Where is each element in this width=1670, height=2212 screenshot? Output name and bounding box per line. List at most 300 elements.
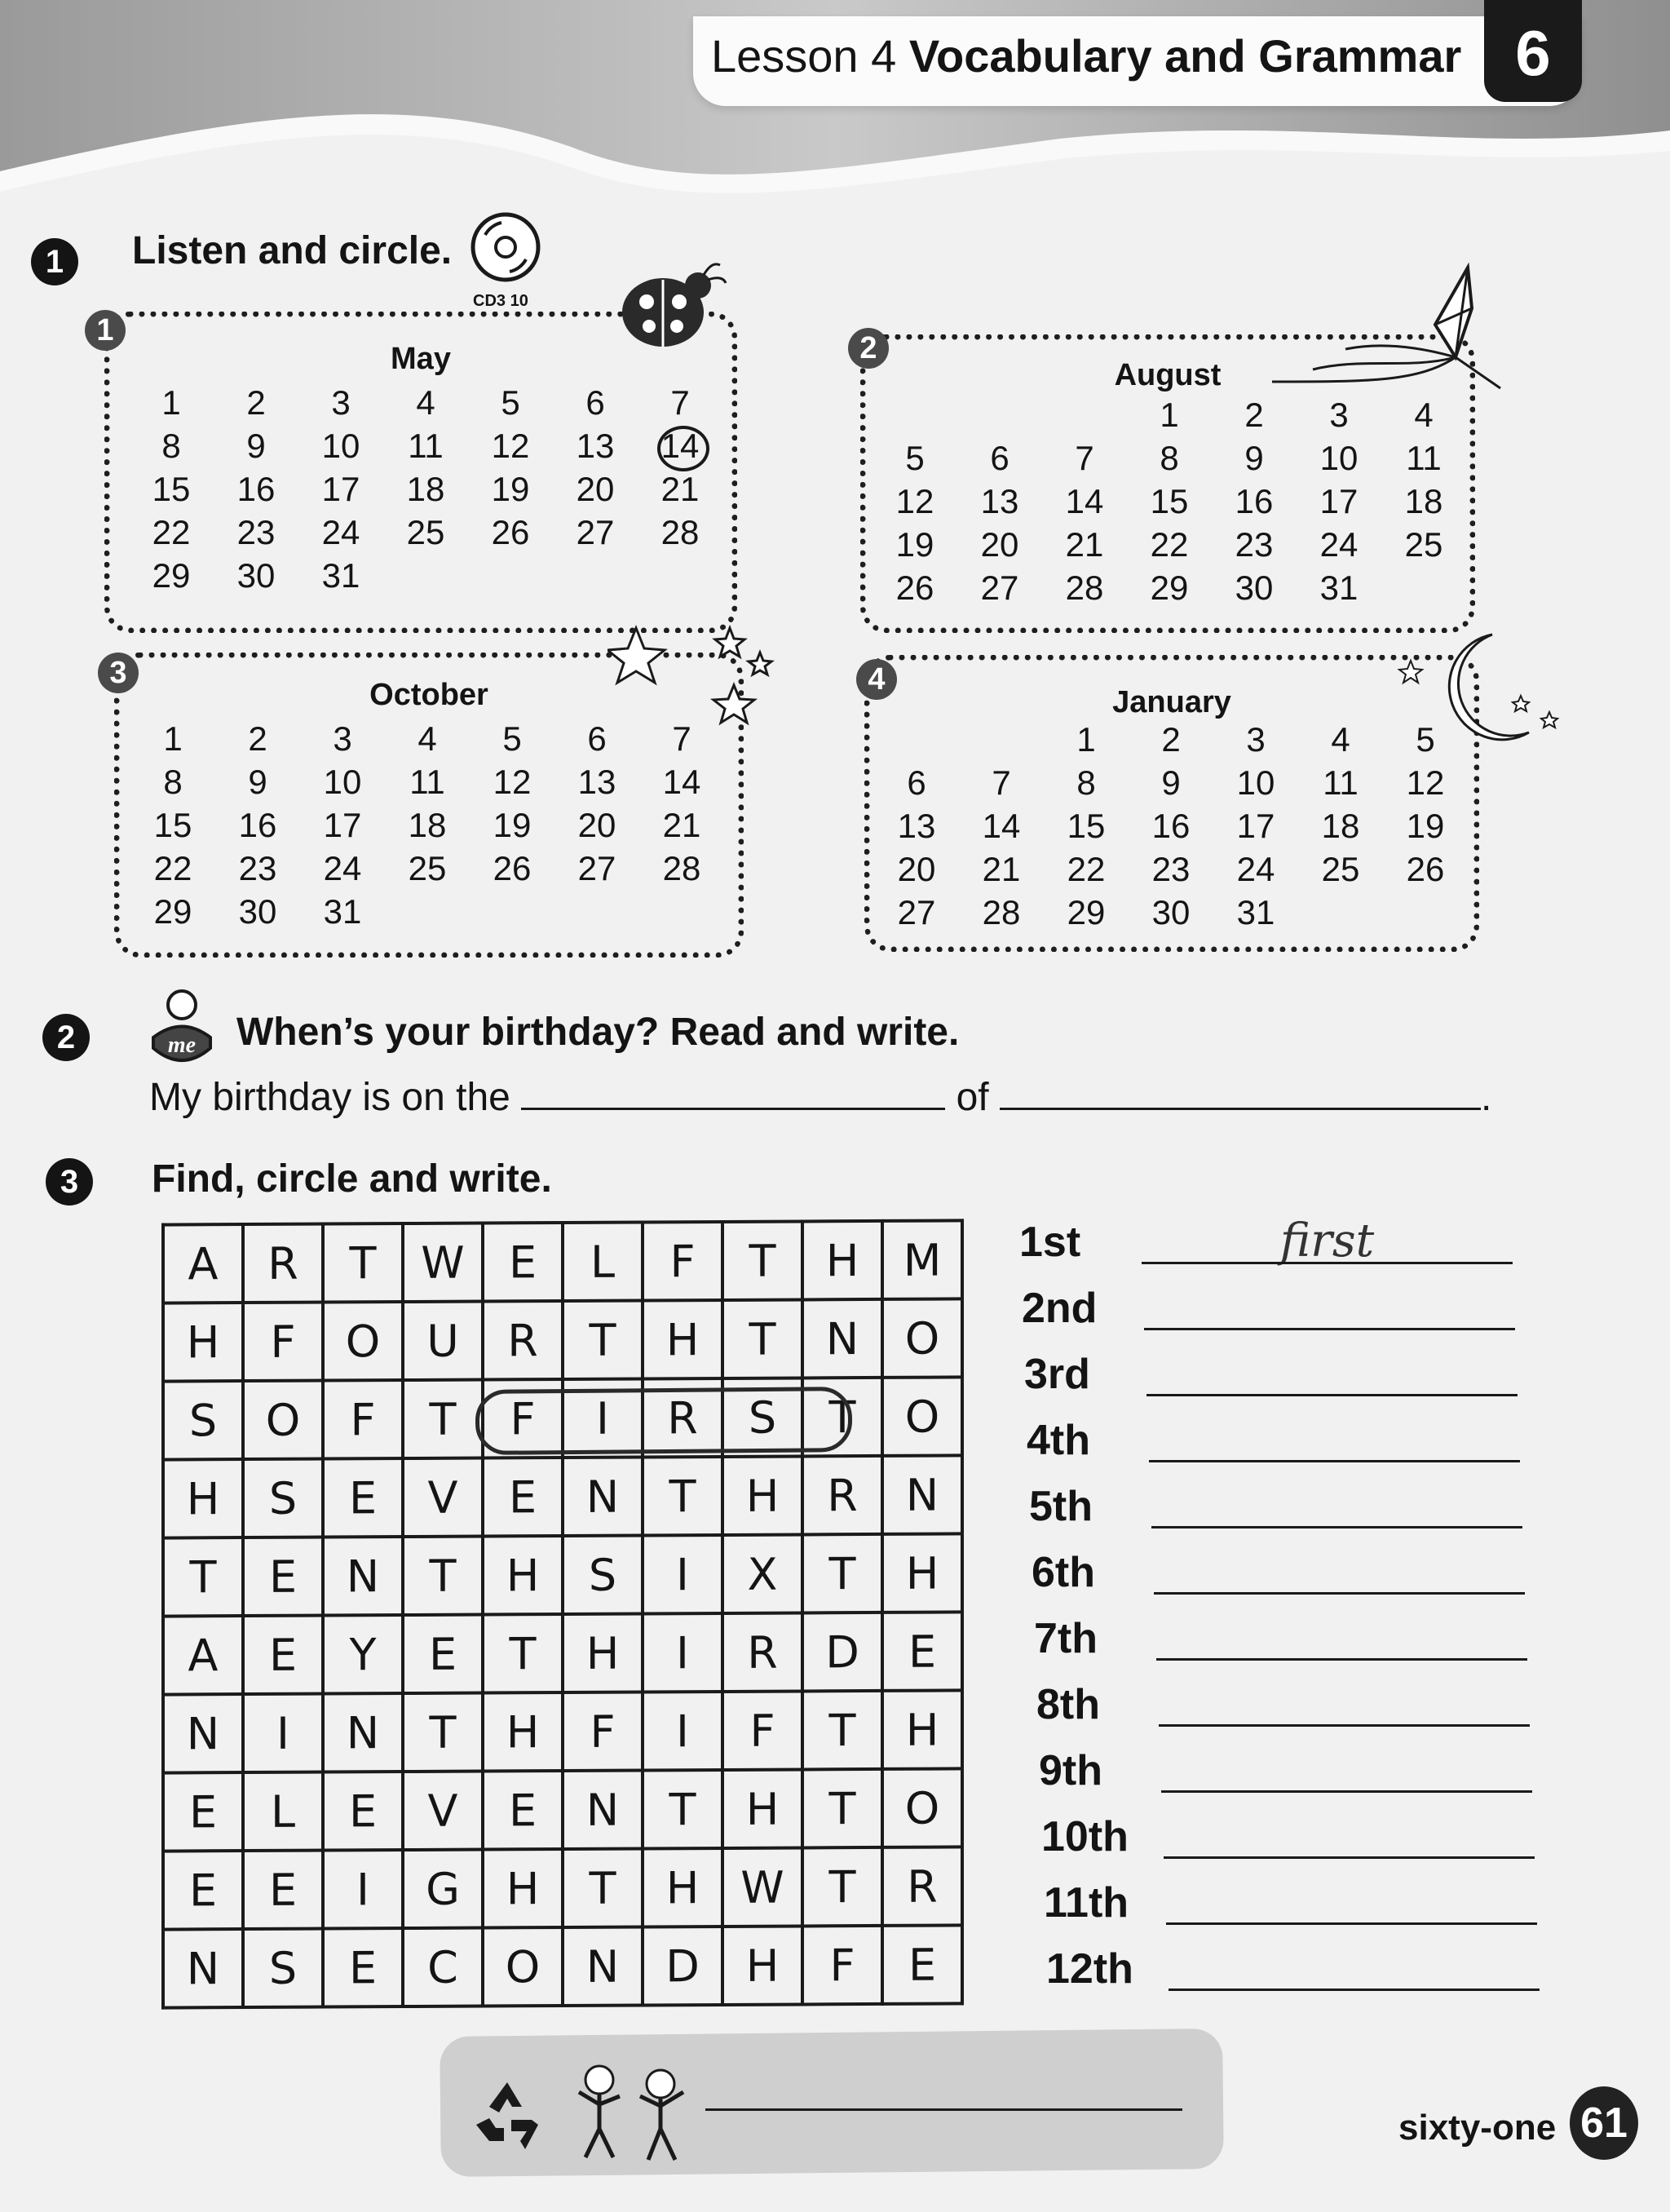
grid-letter[interactable]: T xyxy=(802,1378,882,1457)
grid-letter[interactable]: H xyxy=(882,1690,962,1769)
grid-letter[interactable]: N xyxy=(563,1770,643,1849)
grid-letter[interactable]: L xyxy=(563,1222,643,1301)
ordinal-row xyxy=(1022,1277,1098,1343)
grid-letter[interactable]: R xyxy=(722,1613,802,1692)
calendar-day[interactable]: 1 xyxy=(1076,720,1096,759)
exercise-1-instruction: Listen and circle. xyxy=(132,229,453,272)
calendar-day[interactable]: 22 xyxy=(152,513,191,551)
ordinal-answer-line[interactable] xyxy=(1164,1856,1535,1859)
calendar-day[interactable]: 20 xyxy=(576,470,615,508)
calendar-day[interactable]: 13 xyxy=(897,807,936,845)
calendar-day[interactable]: 17 xyxy=(1236,807,1275,845)
grid-letter[interactable]: H xyxy=(483,1692,563,1772)
grid-letter[interactable]: H xyxy=(802,1221,882,1300)
calendar-1-number: 1 xyxy=(85,310,126,351)
calendar-day[interactable]: 3 xyxy=(1329,396,1349,434)
calendar-day[interactable]: 19 xyxy=(895,525,934,564)
calendar-day[interactable]: 23 xyxy=(1151,850,1191,888)
grid-row xyxy=(163,1298,962,1381)
ordinal-answer-line[interactable] xyxy=(1142,1262,1513,1264)
calendar-month: May xyxy=(391,342,451,376)
sentence-mid: of xyxy=(956,1076,989,1119)
calendar-day[interactable]: 29 xyxy=(1150,568,1189,607)
calendar-day[interactable]: 6 xyxy=(990,439,1010,477)
calendar-day[interactable]: 8 xyxy=(1160,439,1179,477)
grid-letter[interactable]: R xyxy=(643,1378,722,1458)
grid-letter[interactable]: S xyxy=(722,1378,802,1457)
grid-letter[interactable]: F xyxy=(643,1222,722,1301)
grid-letter[interactable]: N xyxy=(563,1927,643,2006)
calendar-day[interactable]: 23 xyxy=(1235,525,1274,564)
birthday-sentence xyxy=(149,1075,1491,1120)
ordinal-label: 1st xyxy=(1019,1219,1081,1266)
calendar-day[interactable]: 8 xyxy=(161,427,181,465)
calendar-day[interactable]: 15 xyxy=(152,470,191,508)
calendar-day[interactable]: 15 xyxy=(153,806,192,844)
calendar-4-number: 4 xyxy=(856,659,897,700)
calendar-day[interactable]: 31 xyxy=(323,892,362,931)
grid-letter[interactable]: R xyxy=(802,1456,882,1535)
ordinal-row xyxy=(1034,1608,1098,1674)
ordinal-label: 5th xyxy=(1029,1483,1093,1530)
grid-row xyxy=(163,1533,962,1616)
calendar-empty-cell xyxy=(874,718,959,761)
calendar-empty-cell xyxy=(1042,393,1127,436)
grid-letter[interactable]: E xyxy=(323,1458,403,1537)
grid-letter[interactable]: L xyxy=(243,1772,323,1851)
calendar-day[interactable]: 7 xyxy=(992,763,1011,802)
grid-letter[interactable]: O xyxy=(243,1381,323,1460)
calendar-day[interactable]: 11 xyxy=(408,427,444,465)
grid-letter[interactable]: H xyxy=(563,1613,643,1692)
calendar-day[interactable]: 3 xyxy=(1246,720,1266,759)
calendar-day[interactable]: 21 xyxy=(982,850,1021,888)
ordinal-answer-line[interactable] xyxy=(1159,1724,1530,1727)
calendar-day[interactable]: 12 xyxy=(1406,763,1445,802)
grid-letter[interactable]: V xyxy=(403,1772,483,1851)
sentence-end: . xyxy=(1480,1076,1492,1119)
calendar-day[interactable]: 5 xyxy=(1416,720,1435,759)
grid-letter[interactable]: H xyxy=(722,1926,802,2005)
grid-letter[interactable]: N xyxy=(163,1694,243,1773)
grid-letter[interactable]: T xyxy=(802,1534,882,1613)
ordinal-row xyxy=(1032,1542,1095,1608)
me-badge-icon xyxy=(145,987,219,1073)
calendar-day[interactable]: 12 xyxy=(491,427,530,465)
calendar-day[interactable]: 2 xyxy=(248,719,267,758)
calendar-day[interactable]: 28 xyxy=(1065,568,1104,607)
grid-letter[interactable]: T xyxy=(722,1299,802,1378)
grid-letter[interactable]: W xyxy=(403,1223,483,1303)
exercise-2-instruction: When’s your birthday? Read and write. xyxy=(236,1011,960,1054)
grid-letter[interactable]: R xyxy=(483,1301,563,1380)
month-blank[interactable] xyxy=(1000,1108,1481,1110)
grid-letter[interactable]: S xyxy=(163,1381,243,1460)
cd-icon xyxy=(469,210,542,284)
grid-letter[interactable]: T xyxy=(163,1537,243,1617)
calendar-day[interactable]: 10 xyxy=(323,763,362,801)
calendar-day[interactable]: 19 xyxy=(491,470,530,508)
ordinal-answer-line[interactable] xyxy=(1154,1592,1525,1595)
calendar-day[interactable]: 15 xyxy=(1150,482,1189,520)
calendar-3-number: 3 xyxy=(98,653,139,693)
calendar-day[interactable]: 25 xyxy=(406,513,445,551)
calendar-day[interactable]: 7 xyxy=(670,383,690,422)
calendar-day[interactable]: 25 xyxy=(1404,525,1443,564)
ordinal-label: 2nd xyxy=(1022,1285,1098,1332)
calendar-day[interactable]: 19 xyxy=(493,806,532,844)
calendar-day[interactable]: 17 xyxy=(323,806,362,844)
grid-letter[interactable]: F xyxy=(563,1692,643,1771)
calendar-day[interactable]: 4 xyxy=(1331,720,1350,759)
calendar-day[interactable]: 16 xyxy=(238,806,277,844)
calendar-day[interactable]: 13 xyxy=(577,763,616,801)
ordinal-label: 11th xyxy=(1044,1879,1129,1927)
calendar-day[interactable]: 18 xyxy=(406,470,445,508)
calendar-day[interactable]: 8 xyxy=(163,763,183,801)
calendar-day[interactable]: 4 xyxy=(418,719,437,758)
grid-letter[interactable]: E xyxy=(243,1616,323,1695)
grid-letter[interactable]: W xyxy=(722,1847,802,1927)
calendar-day[interactable]: 31 xyxy=(1319,568,1359,607)
grid-letter[interactable]: E xyxy=(882,1612,962,1691)
grid-letter[interactable]: O xyxy=(882,1377,962,1456)
grid-letter[interactable]: S xyxy=(243,1929,323,2008)
grid-letter[interactable]: E xyxy=(483,1771,563,1850)
grid-row xyxy=(163,1768,962,1851)
calendar-day[interactable]: 4 xyxy=(416,383,435,422)
calendar-day[interactable]: 4 xyxy=(1414,396,1434,434)
ordinal-row xyxy=(1019,1211,1375,1277)
calendar-day[interactable]: 14 xyxy=(662,763,701,801)
ordinal-row xyxy=(1027,1409,1090,1475)
calendar-day[interactable]: 18 xyxy=(1321,807,1360,845)
calendar-day[interactable]: 22 xyxy=(1067,850,1106,888)
calendar-day[interactable]: 9 xyxy=(248,763,267,801)
calendar-day[interactable]: 1 xyxy=(163,719,183,758)
calendar-day[interactable]: 26 xyxy=(493,849,532,887)
calendar-day[interactable]: 9 xyxy=(246,427,266,465)
lesson-title-text: Vocabulary and Grammar xyxy=(908,30,1462,82)
grid-letter[interactable]: V xyxy=(403,1458,483,1537)
calendar-day[interactable]: 23 xyxy=(238,849,277,887)
grid-letter[interactable]: H xyxy=(483,1849,563,1928)
calendar-empty-cell xyxy=(873,393,957,436)
grid-letter[interactable]: T xyxy=(563,1848,643,1927)
grid-letter[interactable]: E xyxy=(323,1772,403,1851)
calendar-day[interactable]: 18 xyxy=(1404,482,1443,520)
footer-answer-line[interactable] xyxy=(705,2108,1182,2111)
me-badge-text: me xyxy=(167,1033,197,1058)
calendar-day[interactable]: 30 xyxy=(1151,893,1191,931)
grid-letter[interactable]: E xyxy=(243,1851,323,1930)
calendar-day[interactable]: 9 xyxy=(1161,763,1181,802)
word-search-grid xyxy=(161,1219,964,2009)
ordinal-answer-line[interactable] xyxy=(1156,1658,1527,1661)
footer-band xyxy=(440,2028,1224,2177)
ordinal-answer: first xyxy=(1279,1214,1375,1267)
grid-letter[interactable]: F xyxy=(802,1926,882,2005)
grid-letter[interactable]: N xyxy=(563,1457,643,1536)
grid-letter[interactable]: F xyxy=(243,1303,323,1382)
calendar-day[interactable]: 27 xyxy=(577,849,616,887)
exercise-2-number: 2 xyxy=(42,1014,90,1061)
grid-letter[interactable]: T xyxy=(722,1221,802,1300)
calendar-day[interactable]: 5 xyxy=(905,439,925,477)
calendar-day[interactable]: 23 xyxy=(236,513,276,551)
calendar-day[interactable]: 1 xyxy=(1160,396,1179,434)
ordinal-label: 7th xyxy=(1034,1615,1098,1662)
grid-letter[interactable]: I xyxy=(323,1850,403,1929)
ordinal-label: 3rd xyxy=(1024,1351,1090,1398)
calendar-day[interactable]: 16 xyxy=(236,470,276,508)
calendar-day[interactable]: 28 xyxy=(660,513,700,551)
calendar-day[interactable]: 20 xyxy=(980,525,1019,564)
grid-letter[interactable]: T xyxy=(403,1537,483,1616)
grid-letter[interactable]: S xyxy=(563,1535,643,1614)
grid-letter[interactable]: D xyxy=(643,1927,722,2006)
grid-letter[interactable]: D xyxy=(802,1613,882,1692)
calendar-day[interactable]: 7 xyxy=(672,719,691,758)
ordinal-label: 10th xyxy=(1041,1813,1129,1860)
grid-letter[interactable]: O xyxy=(882,1298,962,1378)
calendar-day[interactable]: 6 xyxy=(585,383,605,422)
calendar-day[interactable]: 21 xyxy=(662,806,701,844)
grid-letter[interactable]: T xyxy=(802,1769,882,1848)
ordinal-row xyxy=(1041,1806,1129,1872)
calendar-day[interactable]: 13 xyxy=(980,482,1019,520)
calendar-day[interactable]: 27 xyxy=(897,893,936,931)
calendar-day[interactable]: 10 xyxy=(321,427,360,465)
recycle-icon xyxy=(466,2076,548,2153)
calendar-day[interactable]: 17 xyxy=(1319,482,1359,520)
calendar-day[interactable]: 7 xyxy=(1075,439,1094,477)
calendar-day[interactable]: 26 xyxy=(491,513,530,551)
calendar-day[interactable]: 11 xyxy=(409,763,445,801)
calendar-days xyxy=(130,717,724,933)
calendar-day[interactable]: 2 xyxy=(1161,720,1181,759)
ordinal-row xyxy=(1036,1674,1100,1740)
grid-letter[interactable]: E xyxy=(882,1925,962,2004)
grid-letter[interactable]: E xyxy=(483,1458,563,1537)
calendar-day[interactable]: 14 xyxy=(1065,482,1104,520)
exercise-1-number: 1 xyxy=(31,238,78,285)
calendar-day[interactable]: 2 xyxy=(246,383,266,422)
calendar-day[interactable]: 31 xyxy=(1236,893,1275,931)
calendar-day[interactable]: 24 xyxy=(323,849,362,887)
grid-letter[interactable]: T xyxy=(643,1457,722,1536)
calendar-day[interactable]: 24 xyxy=(1319,525,1359,564)
grid-letter[interactable]: T xyxy=(563,1300,643,1379)
calendar-day[interactable]: 8 xyxy=(1076,763,1096,802)
grid-row xyxy=(163,1455,962,1537)
calendar-day[interactable]: 16 xyxy=(1151,807,1191,845)
ordinal-label: 8th xyxy=(1036,1681,1100,1728)
calendar-day[interactable]: 11 xyxy=(1406,439,1442,477)
calendar-day[interactable]: 10 xyxy=(1319,439,1359,477)
grid-letter[interactable]: T xyxy=(643,1770,722,1849)
calendar-day[interactable]: 21 xyxy=(660,470,700,508)
day-blank[interactable] xyxy=(521,1108,945,1110)
grid-letter[interactable]: H xyxy=(483,1536,563,1615)
grid-letter[interactable]: F xyxy=(483,1379,563,1458)
circled-word-first xyxy=(475,1387,853,1455)
grid-row xyxy=(163,1690,962,1772)
grid-letter[interactable]: T xyxy=(483,1614,563,1693)
calendar-day[interactable]: 26 xyxy=(895,568,934,607)
calendar-day[interactable]: 10 xyxy=(1236,763,1275,802)
ordinal-answer-line[interactable] xyxy=(1146,1394,1518,1396)
calendar-day[interactable]: 22 xyxy=(1150,525,1189,564)
calendar-day[interactable]: 18 xyxy=(408,806,447,844)
calendar-day[interactable]: 30 xyxy=(1235,568,1274,607)
ordinal-label: 6th xyxy=(1032,1549,1095,1596)
calendar-month: August xyxy=(1114,358,1222,392)
ordinal-answer-line[interactable] xyxy=(1169,1989,1540,1991)
grid-letter[interactable]: I xyxy=(643,1692,722,1771)
grid-letter[interactable]: E xyxy=(163,1772,243,1851)
calendar-empty-cell xyxy=(957,393,1042,436)
grid-row xyxy=(163,1612,962,1694)
calendar-day[interactable]: 31 xyxy=(321,556,360,595)
grid-letter[interactable]: A xyxy=(163,1224,243,1303)
grid-letter[interactable]: S xyxy=(243,1459,323,1538)
grid-letter[interactable]: H xyxy=(643,1300,722,1379)
grid-letter[interactable]: E xyxy=(243,1537,323,1617)
calendar-day[interactable]: 14 xyxy=(982,807,1021,845)
ordinal-answer-line[interactable] xyxy=(1144,1328,1515,1330)
calendar-day[interactable]: 19 xyxy=(1406,807,1445,845)
grid-letter[interactable]: E xyxy=(403,1615,483,1694)
calendar-day[interactable]: 12 xyxy=(895,482,934,520)
grid-letter[interactable]: I xyxy=(643,1535,722,1614)
grid-letter[interactable]: N xyxy=(163,1929,243,2008)
grid-letter[interactable]: H xyxy=(722,1456,802,1535)
calendar-month: January xyxy=(1112,685,1231,719)
lesson-label: Lesson 4 xyxy=(711,30,897,82)
grid-letter[interactable]: O xyxy=(882,1768,962,1847)
calendar-day[interactable]: 3 xyxy=(331,383,351,422)
grid-letter[interactable]: H xyxy=(163,1303,243,1382)
grid-letter[interactable]: N xyxy=(323,1537,403,1616)
calendar-day[interactable]: 5 xyxy=(502,719,522,758)
grid-letter[interactable]: I xyxy=(243,1694,323,1773)
grid-letter[interactable]: T xyxy=(403,1693,483,1772)
grid-letter[interactable]: Y xyxy=(323,1615,403,1694)
calendar-empty-cell xyxy=(959,718,1044,761)
calendar-day[interactable]: 5 xyxy=(501,383,520,422)
kite-icon xyxy=(1264,259,1509,398)
grid-letter[interactable]: E xyxy=(323,1928,403,2007)
calendar-day[interactable]: 9 xyxy=(1244,439,1264,477)
calendar-day-circled[interactable]: 14 xyxy=(638,424,722,467)
grid-letter[interactable]: I xyxy=(643,1613,722,1692)
grid-letter[interactable]: T xyxy=(802,1847,882,1927)
grid-letter[interactable]: G xyxy=(403,1850,483,1929)
calendar-day[interactable]: 3 xyxy=(333,719,352,758)
grid-letter[interactable]: R xyxy=(243,1224,323,1303)
calendar-day[interactable]: 21 xyxy=(1065,525,1104,564)
grid-letter[interactable]: T xyxy=(403,1380,483,1459)
grid-letter[interactable]: F xyxy=(323,1380,403,1459)
calendar-day[interactable]: 12 xyxy=(493,763,532,801)
grid-letter[interactable]: X xyxy=(722,1534,802,1613)
calendar-day[interactable]: 24 xyxy=(1236,850,1275,888)
grid-letter[interactable]: T xyxy=(323,1223,403,1303)
calendar-day[interactable]: 30 xyxy=(238,892,277,931)
calendar-day[interactable]: 1 xyxy=(161,383,181,422)
ordinal-label: 12th xyxy=(1046,1945,1133,1993)
calendar-day[interactable]: 6 xyxy=(907,763,926,802)
grid-letter[interactable]: T xyxy=(802,1691,882,1770)
grid-letter[interactable]: O xyxy=(323,1302,403,1381)
grid-letter[interactable]: I xyxy=(563,1378,643,1458)
calendar-day[interactable]: 17 xyxy=(321,470,360,508)
grid-letter[interactable]: R xyxy=(882,1847,962,1926)
calendar-day[interactable]: 20 xyxy=(577,806,616,844)
calendar-day[interactable]: 29 xyxy=(152,556,191,595)
grid-letter[interactable]: N xyxy=(882,1455,962,1534)
grid-letter[interactable]: N xyxy=(802,1299,882,1378)
calendar-day[interactable]: 28 xyxy=(982,893,1021,931)
calendar-day[interactable]: 20 xyxy=(897,850,936,888)
grid-letter[interactable]: E xyxy=(163,1851,243,1930)
ordinal-row xyxy=(1044,1872,1129,1938)
exercise-3-instruction: Find, circle and write. xyxy=(152,1157,552,1201)
calendar-day[interactable]: 28 xyxy=(662,849,701,887)
grid-letter[interactable]: O xyxy=(483,1927,563,2006)
grid-letter[interactable]: H xyxy=(643,1848,722,1927)
calendar-day[interactable]: 25 xyxy=(1321,850,1360,888)
calendar-day[interactable]: 27 xyxy=(576,513,615,551)
grid-letter[interactable]: F xyxy=(722,1691,802,1770)
grid-letter[interactable]: C xyxy=(403,1928,483,2007)
ordinal-answer-line[interactable] xyxy=(1151,1526,1522,1528)
grid-letter[interactable]: H xyxy=(882,1533,962,1613)
calendar-day[interactable]: 2 xyxy=(1244,396,1264,434)
calendar-day[interactable]: 30 xyxy=(236,556,276,595)
grid-letter[interactable]: M xyxy=(882,1220,962,1299)
calendar-2-number: 2 xyxy=(848,328,889,369)
calendar-day[interactable]: 13 xyxy=(576,427,615,465)
calendar-day[interactable]: 24 xyxy=(321,513,360,551)
calendar-day[interactable]: 11 xyxy=(1323,763,1359,802)
grid-letter[interactable]: H xyxy=(722,1769,802,1848)
ordinal-answer-line[interactable] xyxy=(1149,1460,1520,1462)
calendar-day[interactable]: 22 xyxy=(153,849,192,887)
ordinal-row xyxy=(1024,1343,1090,1409)
star-icon xyxy=(607,624,779,738)
ordinal-label: 9th xyxy=(1039,1747,1102,1794)
grid-letter[interactable]: N xyxy=(323,1693,403,1772)
calendar-days xyxy=(129,381,722,597)
grid-letter[interactable]: H xyxy=(163,1459,243,1538)
grid-row xyxy=(163,1847,962,1929)
calendar-day[interactable]: 26 xyxy=(1406,850,1445,888)
calendar-day[interactable]: 15 xyxy=(1067,807,1106,845)
calendar-day[interactable]: 27 xyxy=(980,568,1019,607)
grid-letter[interactable]: A xyxy=(163,1616,243,1695)
ordinal-answer-line[interactable] xyxy=(1166,1922,1537,1925)
grid-letter[interactable]: U xyxy=(403,1302,483,1381)
grid-letter[interactable]: E xyxy=(483,1223,563,1302)
ordinal-answer-line[interactable] xyxy=(1161,1790,1532,1793)
calendar-day[interactable]: 29 xyxy=(153,892,192,931)
calendar-day[interactable]: 25 xyxy=(408,849,447,887)
calendar-day[interactable]: 6 xyxy=(587,719,607,758)
calendar-day[interactable]: 16 xyxy=(1235,482,1274,520)
calendar-day[interactable]: 29 xyxy=(1067,893,1106,931)
